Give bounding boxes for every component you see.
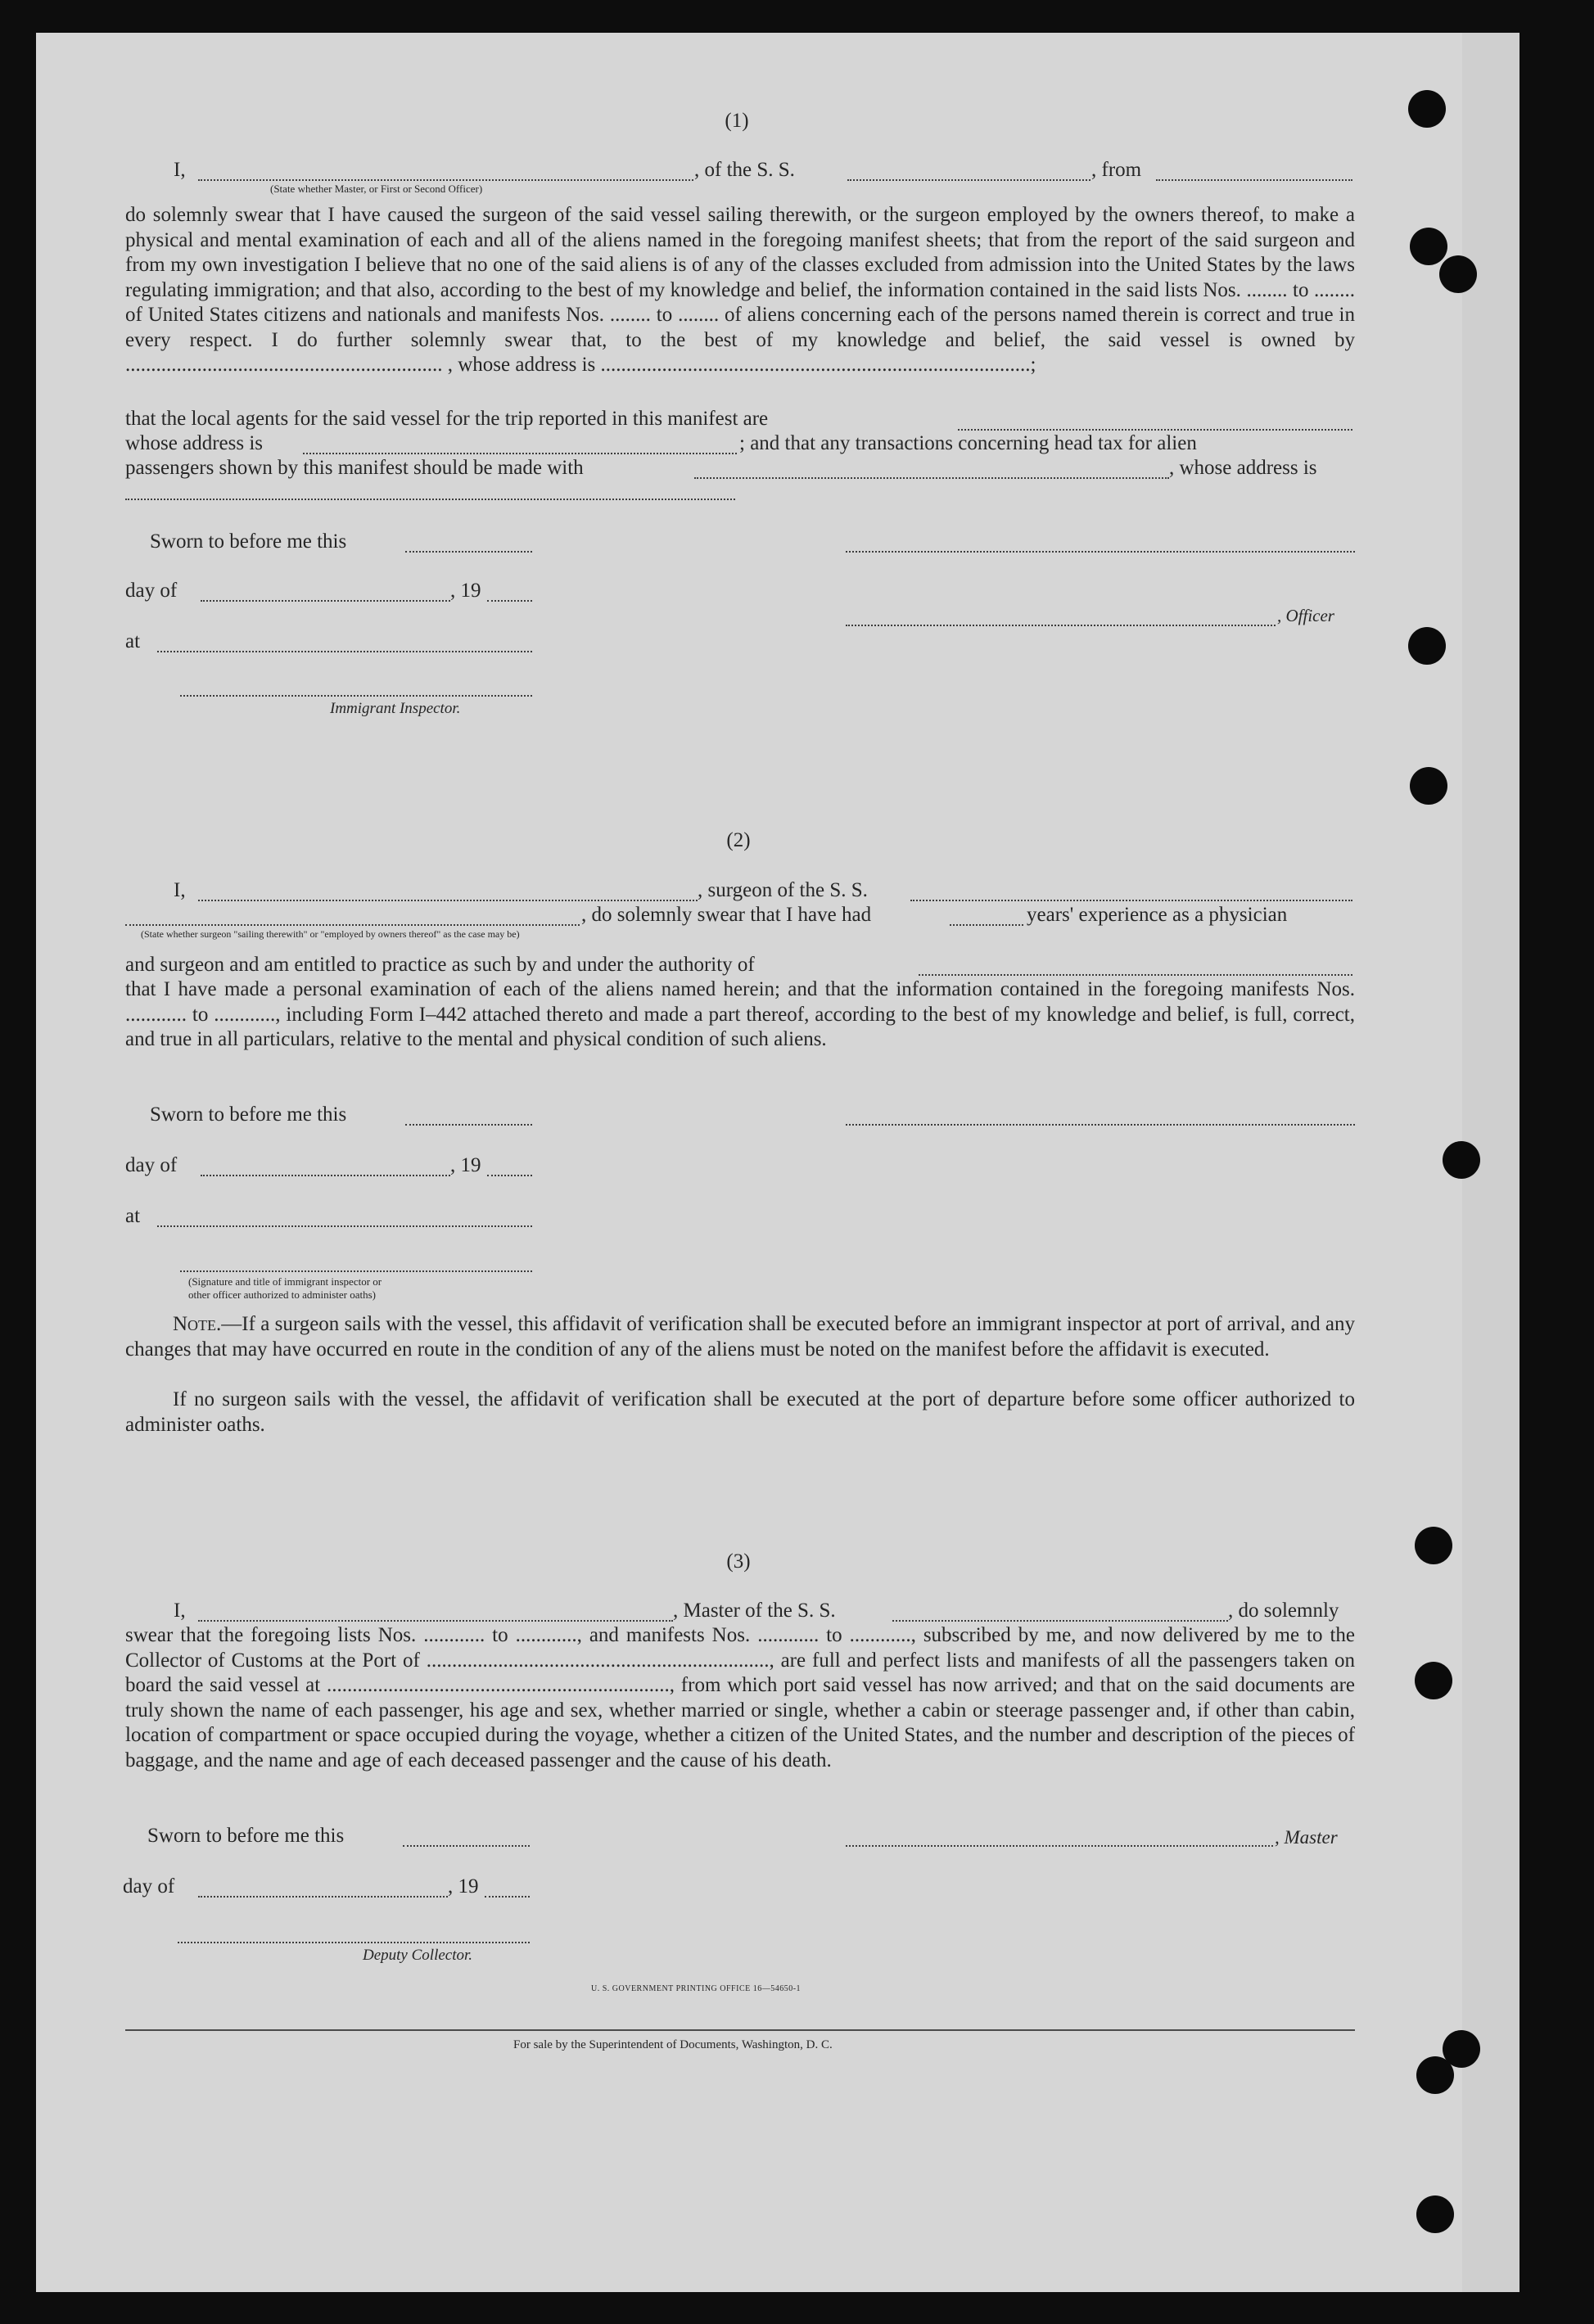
punch-hole xyxy=(1410,228,1447,265)
signature-note-1: (Signature and title of immigrant inspector or xyxy=(188,1275,382,1288)
day-of-field-2[interactable] xyxy=(201,1175,450,1176)
master-note: (State whether Master, or First or Second Officer) xyxy=(270,183,483,195)
of-the-ss-label: , of the S. S. xyxy=(694,159,795,181)
head-tax-contact-field[interactable] xyxy=(694,477,1169,479)
sworn-label-2: Sworn to before me this xyxy=(150,1103,347,1126)
vessel-name-field[interactable] xyxy=(847,179,1091,181)
punch-hole xyxy=(1443,1141,1480,1179)
note-label: Note. xyxy=(173,1313,222,1335)
year-field-3[interactable] xyxy=(485,1896,530,1898)
solemnly-swear-label: , do solemnly swear that I have had xyxy=(581,904,872,926)
punch-hole xyxy=(1408,90,1446,128)
section-3-i: I, xyxy=(174,1600,186,1622)
section-3-body: swear that the foregoing lists Nos. ............ to ............, and manifests Nos. ............ to ............, subscribed by me, and now delivered by me to the Collector of Customs at the Port of ..................................................................., are full and perfect lists and manifests of all the passengers taken on board the said vessel at ..................................................................., from which port said vessel has now arrived; and that on the said documents are truly shown the name of each passenger, his age and sex, whether married or single, whether a cabin or steerage passenger and, if other than cabin, location of compartment or space occupied during the voyage, whether a citizen of the United States, and the number and description of the pieces of baggage, and the name and age of each deceased passenger and the cause of his death. xyxy=(125,1624,1355,1771)
deputy-signature-field[interactable] xyxy=(178,1942,530,1943)
punch-hole xyxy=(1415,1527,1452,1564)
day-of-field-1[interactable] xyxy=(201,600,450,602)
officer-signature-field[interactable] xyxy=(846,551,1355,553)
year-label-2: , 19 xyxy=(450,1154,481,1176)
passengers-line: passengers shown by this manifest should be made with xyxy=(125,457,584,479)
gpo-imprint: U. S. GOVERNMENT PRINTING OFFICE 16—54650-1 xyxy=(591,1984,802,1993)
do-solemnly-label: , do solemnly xyxy=(1228,1600,1339,1622)
sworn-date-field-3[interactable] xyxy=(403,1845,530,1847)
contact-address-field[interactable] xyxy=(125,499,735,500)
inspector-signature-field[interactable] xyxy=(180,695,532,697)
surgeon-name-field[interactable] xyxy=(198,900,698,901)
authority-line: and surgeon and am entitled to practice as such by and under the authority of xyxy=(125,954,755,976)
note-paragraph xyxy=(125,1312,1355,1362)
section-1-number: (1) xyxy=(725,110,749,132)
years-experience-label: years' experience as a physician xyxy=(1027,904,1288,926)
year-field-1[interactable] xyxy=(487,600,532,602)
sale-notice: For sale by the Superintendent of Documents, Washington, D. C. xyxy=(513,2038,833,2051)
year-label-3: , 19 xyxy=(448,1875,479,1898)
year-field-2[interactable] xyxy=(487,1175,532,1176)
officer-label: , Officer xyxy=(1277,606,1334,625)
head-tax-text: ; and that any transactions concerning head tax for alien xyxy=(739,432,1197,454)
day-of-label-2: day of xyxy=(125,1154,178,1176)
at-field-1[interactable] xyxy=(157,651,532,652)
surgeon-vessel-field[interactable] xyxy=(910,900,1352,901)
section-2-i: I, xyxy=(174,879,186,901)
section-2-body: that I have made a personal examination of each of the aliens named herein; and that the information contained in the foregoing manifests Nos. ............ to ............, including Form I–442 attached thereto and made a part thereof, according to the best of my knowledge and belief, is full, correct, and true in all particulars, relative to the mental and physical condition of such aliens. xyxy=(125,978,1355,1050)
punch-hole xyxy=(1439,255,1477,293)
note-paragraph-2: If no surgeon sails with the vessel, the affidavit of verification shall be executed at the port of departure before some officer authorized to administer oaths. xyxy=(125,1388,1355,1436)
deputy-collector-label: Deputy Collector. xyxy=(363,1947,473,1964)
vessel-name-field-3[interactable] xyxy=(892,1620,1228,1622)
sworn-date-field-1[interactable] xyxy=(405,551,532,553)
section-3-number: (3) xyxy=(726,1550,751,1573)
day-of-label-3: day of xyxy=(123,1875,175,1898)
sworn-date-field-2[interactable] xyxy=(405,1124,532,1126)
sworn-label-1: Sworn to before me this xyxy=(150,530,347,553)
from-port-field[interactable] xyxy=(1156,179,1352,181)
whose-address-end: , whose address is xyxy=(1169,457,1317,479)
whose-address-label: whose address is xyxy=(125,432,264,454)
day-of-label-1: day of xyxy=(125,580,178,602)
section-1-i: I, xyxy=(174,159,186,181)
surgeon-type-field[interactable] xyxy=(125,924,580,926)
agents-address-field[interactable] xyxy=(303,453,737,454)
at-field-2[interactable] xyxy=(157,1225,532,1227)
surgeon-signature-field[interactable] xyxy=(846,1124,1355,1126)
punch-hole xyxy=(1416,2056,1454,2094)
punch-hole xyxy=(1408,627,1446,665)
section-1-body: do solemnly swear that I have caused the surgeon of the said vessel sailing therewith, or the surgeon employed by the owners thereof, to make a physical and mental examination of each and all of the aliens named in the foregoing manifest sheets; that from the report of the said surgeon and from my own investigation I believe that no one of the said aliens is of any of the classes excluded from admission into the United States by the laws regulating immigration; and that also, according to the best of my knowledge and belief, the information contained in the said lists Nos. ........ to ........ of United States citizens and nationals and manifests Nos. ........ to ........ of aliens concerning each of the persons named therein is correct and true in every respect. I do further solemnly swear that, to the best of my knowledge and belief, the said vessel is owned by .............................................................. , whose address is ....................................................................................; xyxy=(125,204,1355,376)
authority-field[interactable] xyxy=(919,974,1352,976)
signature-note-2: other officer authorized to administer oaths) xyxy=(188,1288,376,1301)
punch-hole xyxy=(1416,2195,1454,2233)
at-label-1: at xyxy=(125,630,141,652)
agents-line: that the local agents for the said vessel for the trip reported in this manifest are xyxy=(125,408,769,430)
section-2-number: (2) xyxy=(726,829,751,851)
punch-hole xyxy=(1415,1662,1452,1699)
year-label-1: , 19 xyxy=(450,580,481,602)
officer-line[interactable] xyxy=(846,625,1276,626)
surgeon-of-label: , surgeon of the S. S. xyxy=(698,879,868,901)
punch-hole xyxy=(1410,767,1447,805)
years-field[interactable] xyxy=(950,924,1023,926)
at-label-2: at xyxy=(125,1205,141,1227)
master-of-label: , Master of the S. S. xyxy=(673,1600,836,1622)
master-signature-field[interactable] xyxy=(846,1845,1273,1847)
surgeon-note: (State whether surgeon "sailing therewith" or "employed by owners thereof" as the case may be) xyxy=(141,928,520,940)
footer-rule xyxy=(125,2029,1355,2031)
note-text: —If a surgeon sails with the vessel, this affidavit of verification shall be executed before an immigrant inspector at port of arrival, and any changes that may have occurred en route in the condition of any of the aliens must be noted on the manifest before the affidavit is executed. xyxy=(125,1313,1355,1361)
inspector-signature-field-2[interactable] xyxy=(180,1270,532,1272)
sworn-label-3: Sworn to before me this xyxy=(147,1825,345,1847)
day-of-field-3[interactable] xyxy=(198,1896,448,1898)
master-name-field[interactable] xyxy=(198,179,693,181)
from-label: , from xyxy=(1091,159,1142,181)
immigrant-inspector-label: Immigrant Inspector. xyxy=(330,700,461,717)
master-label: , Master xyxy=(1275,1827,1338,1848)
master-name-field-3[interactable] xyxy=(198,1620,673,1622)
